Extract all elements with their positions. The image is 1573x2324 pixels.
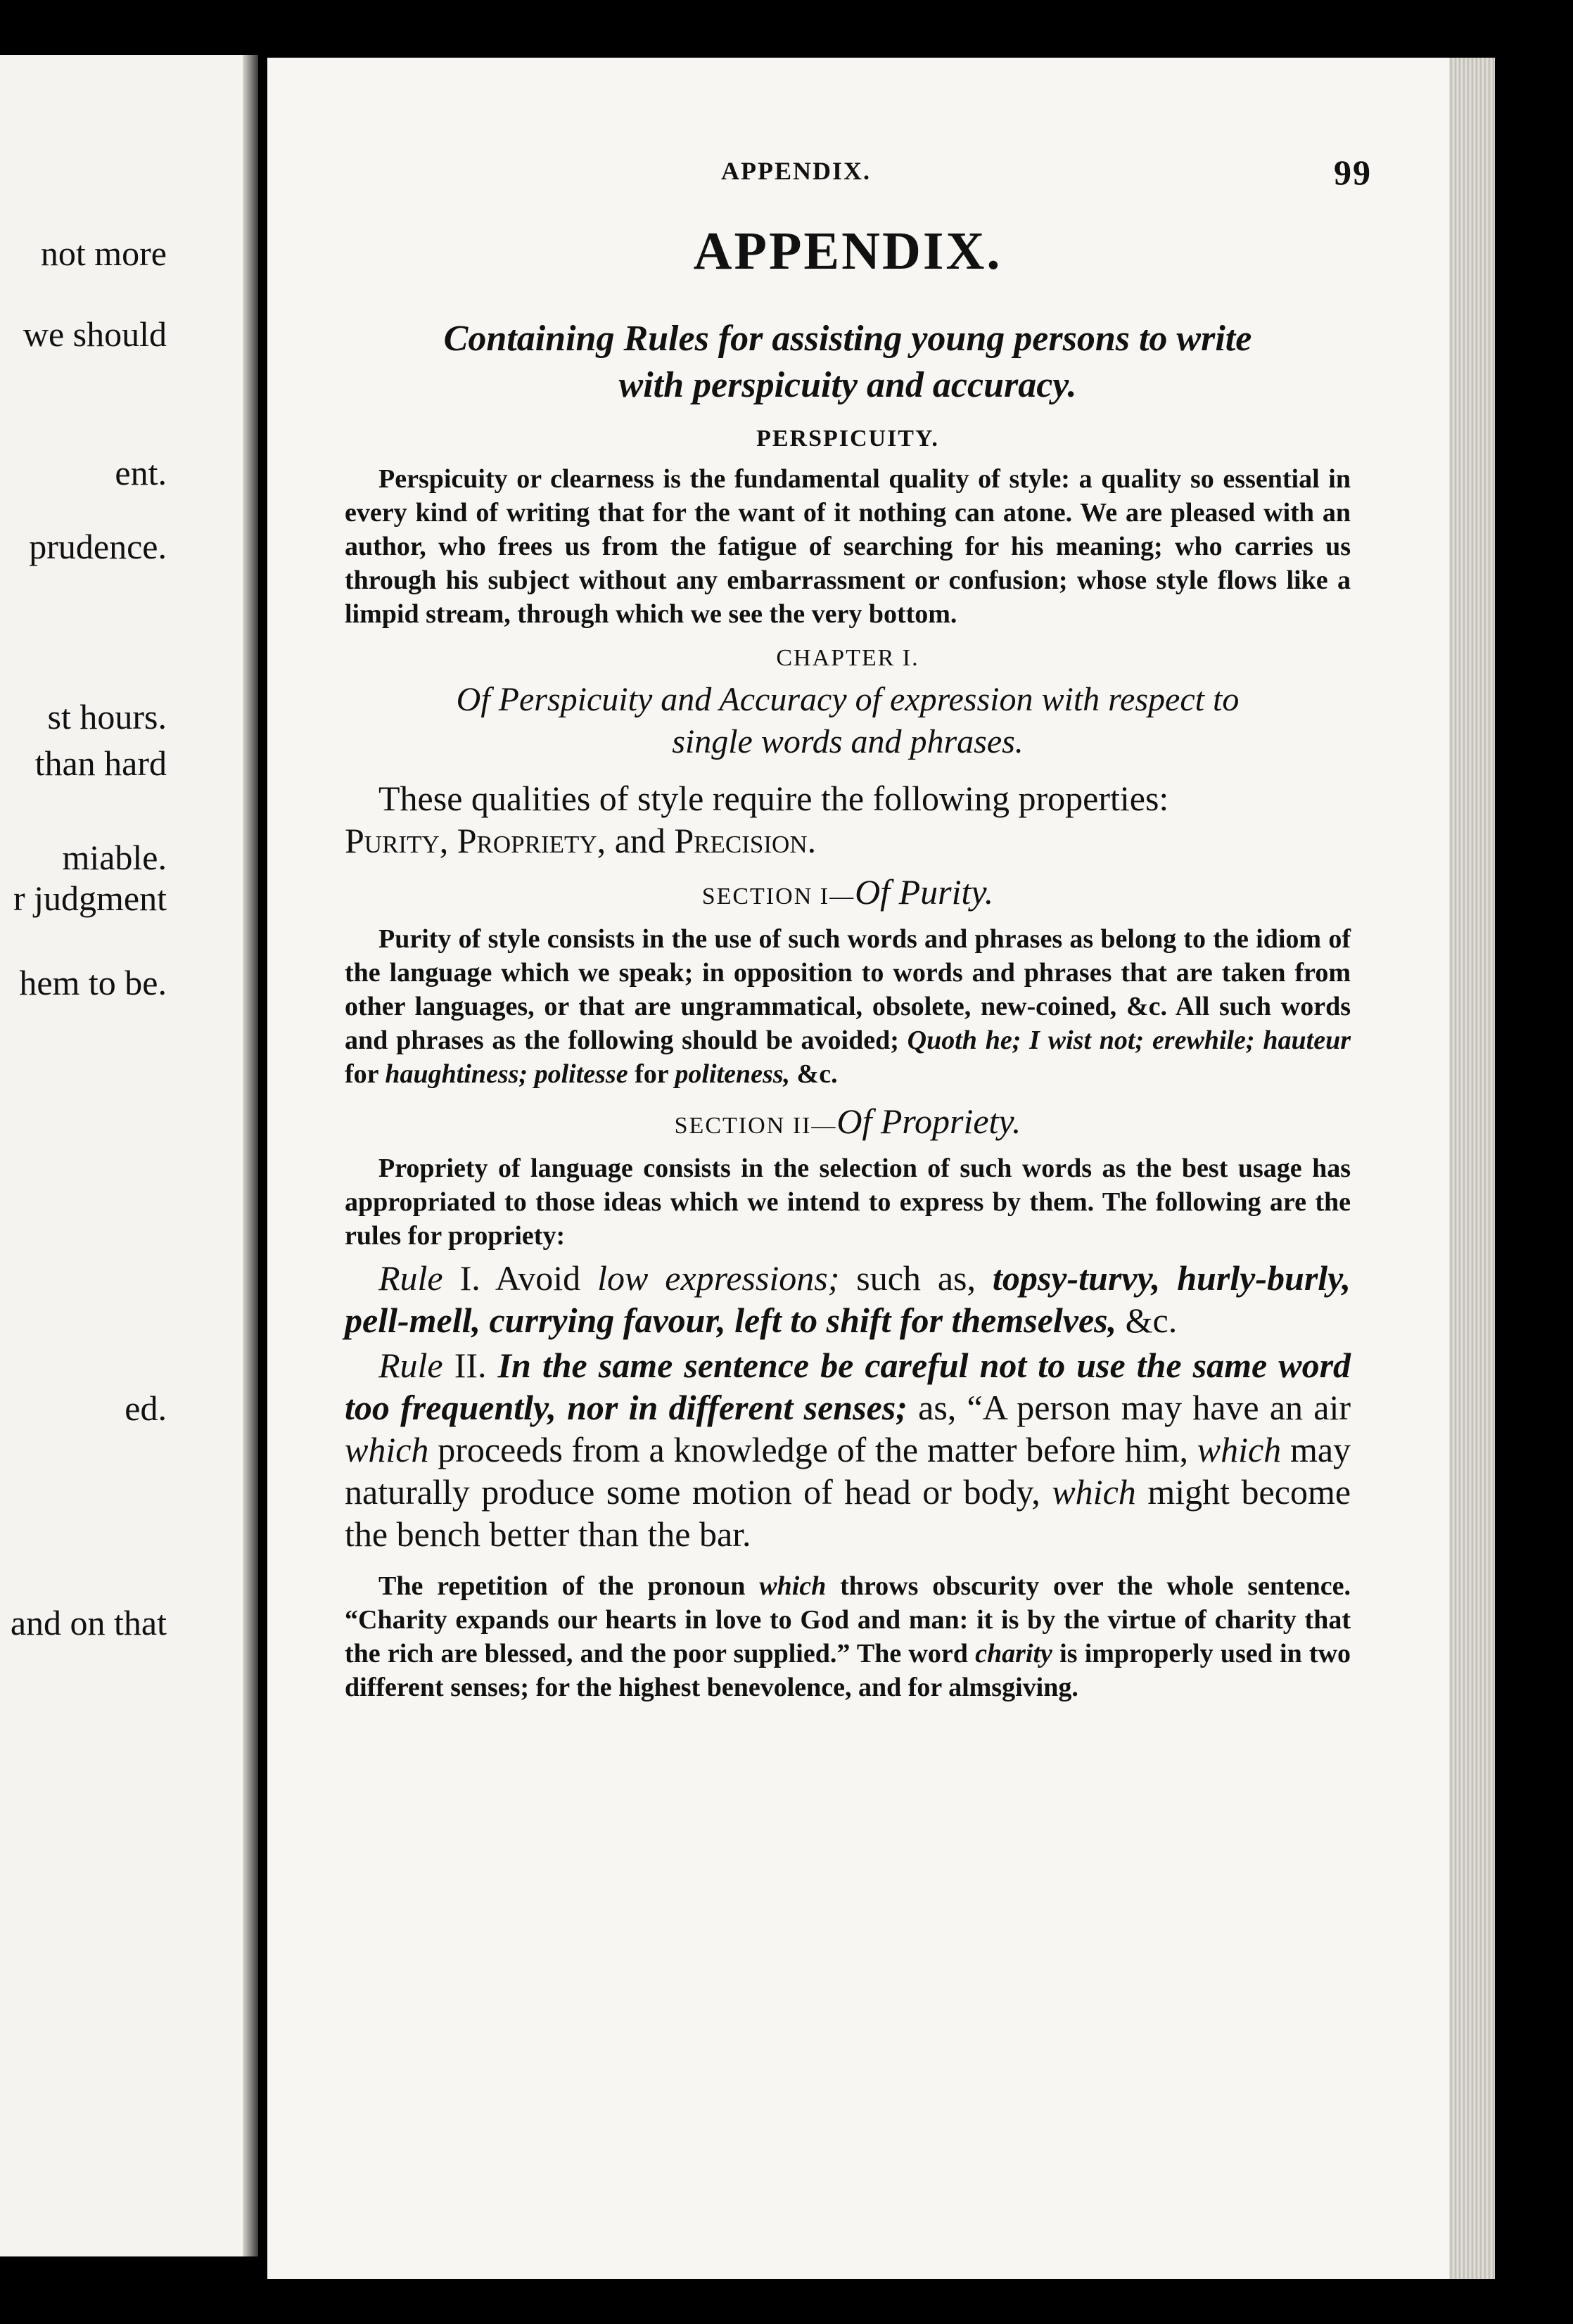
left-page <box>0 55 243 2256</box>
running-title: APPENDIX. <box>721 157 871 185</box>
left-line: not more <box>40 234 167 273</box>
etc: &c. <box>1125 1301 1178 1340</box>
book-gutter <box>243 55 258 2256</box>
subtitle <box>345 316 1351 409</box>
chapter-title-line: Of Perspicuity and Accuracy of expression with respect to <box>456 681 1240 718</box>
rule-text: low expressions; <box>597 1258 840 1298</box>
section-2-paragraph: Propriety of language consists in the selection of such words as the best usage has appropriated to those ideas which we intend to express by them. The following are the rules for propriety: <box>345 1154 1351 1251</box>
page-edge <box>1449 58 1495 2279</box>
chapter-label: CHAPTER I. <box>776 645 919 671</box>
left-line: miable. <box>62 838 167 877</box>
example-phrase: Quoth he; I wist not; erewhile; hauteur <box>907 1026 1351 1055</box>
rule-label: Rule <box>378 1258 443 1298</box>
section-2-heading <box>345 1101 1351 1142</box>
chapter-intro <box>345 777 1351 862</box>
left-line: ed. <box>125 1388 167 1428</box>
property-purity: Purity, <box>345 821 449 860</box>
section-1-heading <box>345 872 1351 912</box>
for-word: for <box>635 1059 668 1089</box>
emphasis-which: which <box>345 1430 429 1469</box>
perspicuity-heading: PERSPICUITY. <box>756 426 939 452</box>
rule-example: as, “A person may have an air <box>918 1388 1351 1427</box>
rule-number: I. <box>459 1258 480 1298</box>
emphasis-which: which <box>1052 1472 1136 1512</box>
rule-text: Avoid <box>495 1258 581 1298</box>
property-and: and <box>614 821 666 860</box>
running-header <box>345 153 1372 198</box>
rule-text: In the same sentence be careful not to use the same word too frequently, nor in different senses; <box>345 1346 1351 1427</box>
closing-text: is improperly used in two different senses; for the highest benevolence, and for almsgiving. <box>345 1639 1351 1702</box>
page-content <box>345 153 1372 1704</box>
left-line: than hard <box>34 743 167 783</box>
section-2-label: SECTION II— <box>674 1113 837 1139</box>
rule-2 <box>345 1344 1351 1555</box>
emphasis-which: which <box>1197 1430 1282 1469</box>
example-phrase: politeness, <box>675 1059 791 1089</box>
rule-1 <box>345 1257 1351 1341</box>
closing-text: throws obscurity over the whole sentence. “Charity expands our hearts in love to God and man: it is by the virtue of charity that the rich are blessed, and the poor supplied.” The word <box>345 1571 1351 1668</box>
property-precision: Precision. <box>674 821 817 860</box>
subtitle-line: with perspicuity and accuracy. <box>618 365 1077 405</box>
rule-example: might become the bench better than the bar. <box>345 1472 1351 1554</box>
emphasis-which: which <box>759 1571 827 1601</box>
left-line: prudence. <box>29 527 167 566</box>
for-word: for <box>345 1059 378 1089</box>
section-1-title: Of Purity. <box>855 872 994 912</box>
left-line: r judgment <box>13 879 167 918</box>
rule-example: proceeds from a knowledge of the matter before him, <box>438 1430 1188 1469</box>
closing-text: The repetition of the pronoun <box>378 1571 746 1601</box>
emphasis-charity: charity <box>975 1639 1052 1668</box>
rule-number: II. <box>454 1346 487 1385</box>
right-page <box>267 58 1488 2279</box>
section-1-text: Purity of style consists in the use of such words and phrases as belong to the idiom of the language which we speak; in opposition to words and phrases that are taken from other languages, or that are ungrammatical, obsolete, new-coined, &c. All such words and phrases as the following should be avoided; <box>345 924 1351 1055</box>
chapter-title-line: single words and phrases. <box>672 723 1024 760</box>
section-2-title: Of Propriety. <box>836 1102 1021 1141</box>
section-1-paragraph <box>345 922 1351 1091</box>
subtitle-line: Containing Rules for assisting young persons to write <box>443 319 1252 359</box>
page-number: 99 <box>1334 153 1372 192</box>
left-line: we should <box>23 314 167 354</box>
etc: &c. <box>796 1059 838 1089</box>
rule-text: such as, <box>856 1258 976 1298</box>
page-title: APPENDIX. <box>693 222 1002 281</box>
chapter-title <box>345 679 1351 763</box>
example-phrase: haughtiness; politesse <box>385 1059 628 1089</box>
left-line: and on that <box>10 1603 167 1642</box>
intro-text: These qualities of style require the following properties: <box>378 779 1169 818</box>
left-line: st hours. <box>47 697 167 736</box>
rule-example: may naturally produce some motion of head or body, <box>345 1430 1351 1512</box>
left-line: ent. <box>115 453 167 492</box>
perspicuity-paragraph: Perspicuity or clearness is the fundamental quality of style: a quality so essential in every kind of writing that for the want of it nothing can atone. We are pleased with an author, who frees us from the fatigue of searching for his meaning; who carries us through his subject without any embarrassment or confusion; whose style flows like a limpid stream, through which we see the very bottom. <box>345 464 1351 629</box>
closing-paragraph <box>345 1569 1351 1704</box>
rule-label: Rule <box>378 1346 443 1385</box>
rule-examples: topsy-turvy, hurly-burly, pell-mell, currying favour, left to shift for themselves, <box>345 1258 1351 1340</box>
section-1-label: SECTION I— <box>701 883 855 909</box>
property-propriety: Propriety, <box>457 821 606 860</box>
left-line: hem to be. <box>19 963 167 1002</box>
